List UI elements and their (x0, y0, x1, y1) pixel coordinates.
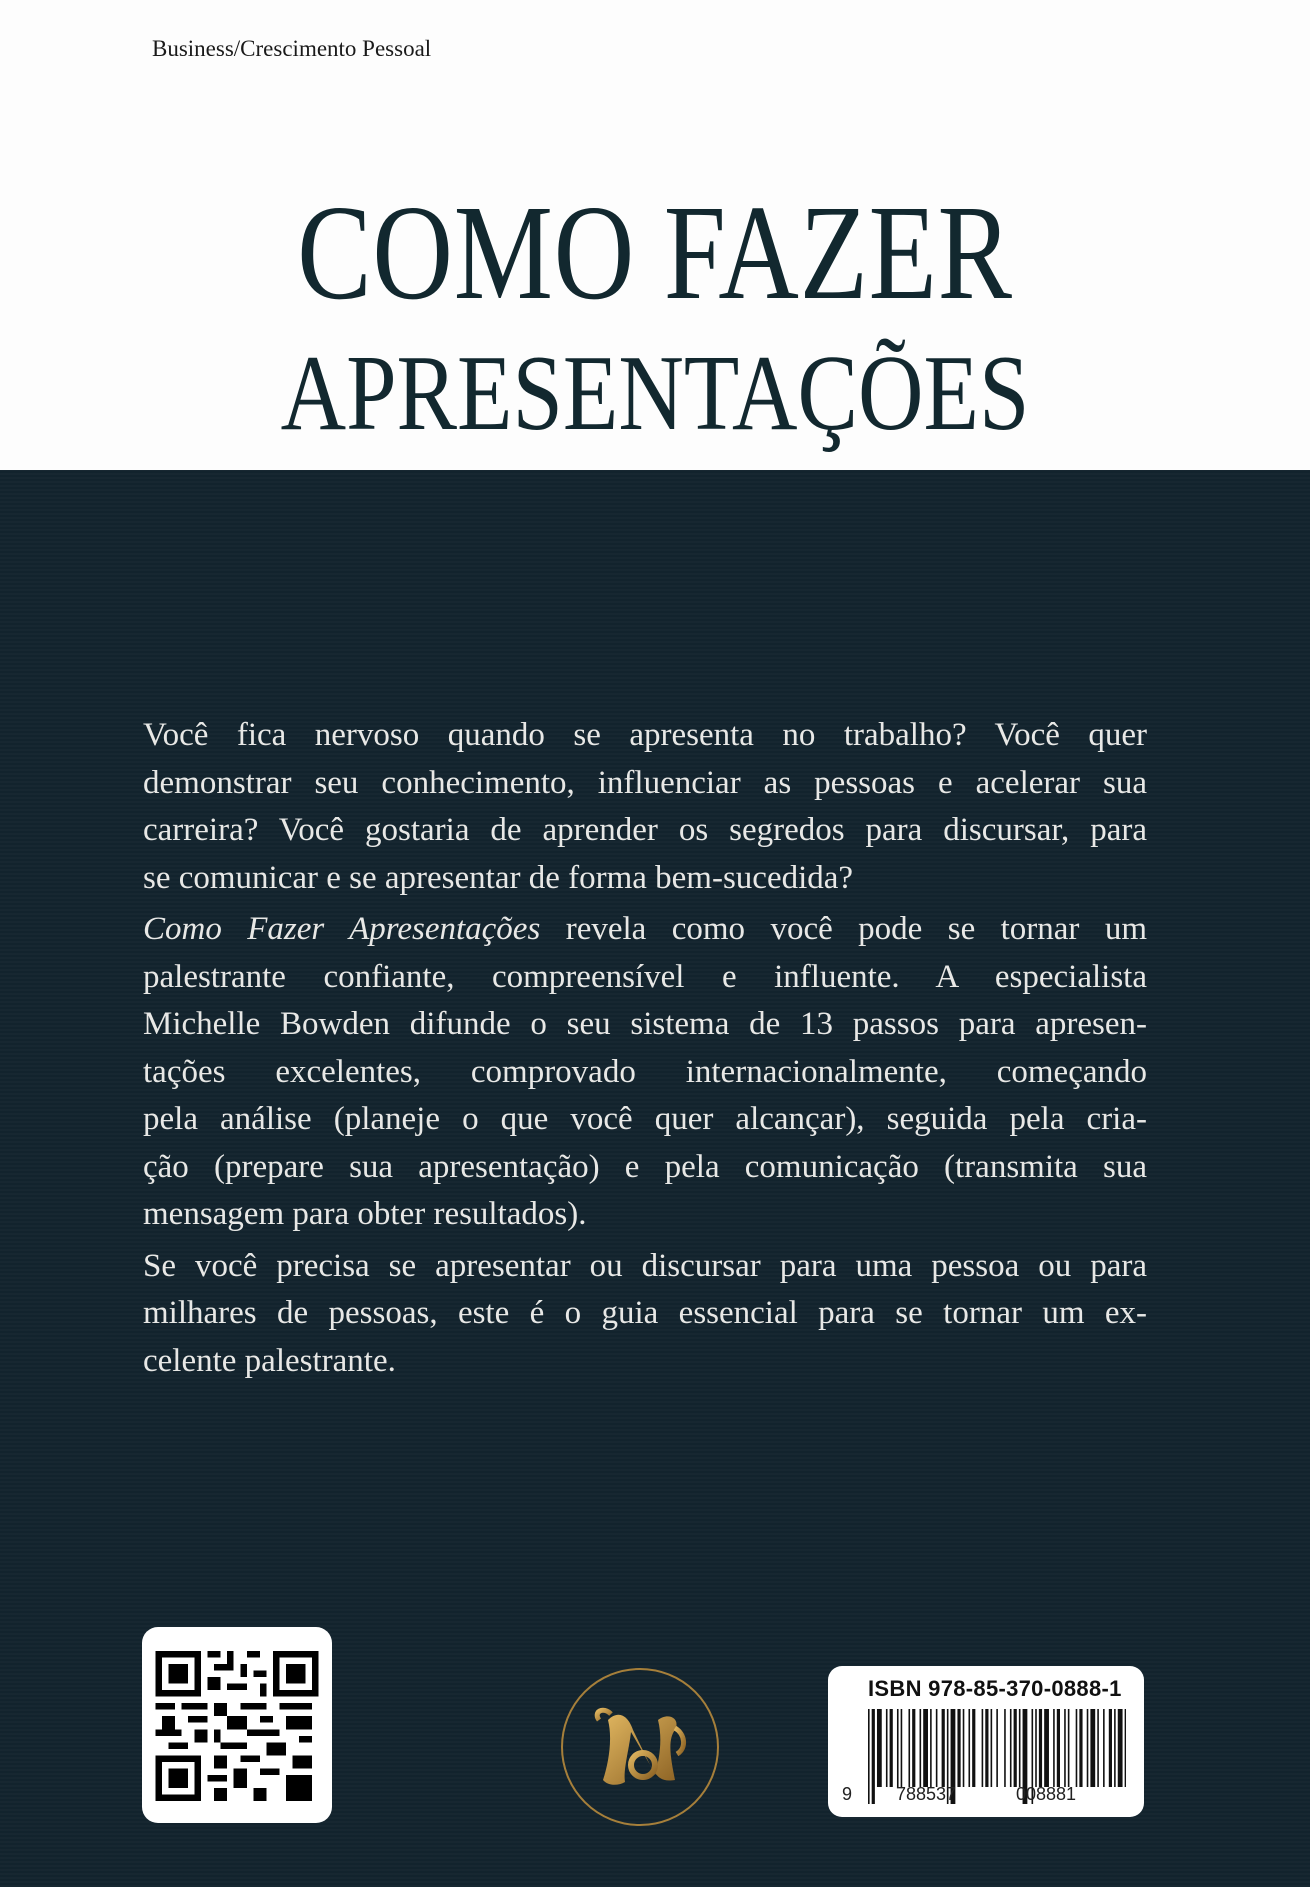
barcode-bar (1014, 1709, 1017, 1787)
text-line: carreira? Você gostaria de aprender os segredos para discursar, para (143, 812, 1147, 848)
barcode-bar (1097, 1709, 1099, 1787)
barcode-digit-group: 788537 (896, 1784, 957, 1804)
title-line-2: APRESENTAÇÕES (280, 334, 1030, 453)
book-title-italic: Como Fazer Apresentações (143, 911, 541, 947)
barcode-bar (872, 1709, 875, 1804)
barcode-bar (1087, 1709, 1089, 1787)
isbn-barcode (828, 1666, 1144, 1817)
barcode-bar (942, 1709, 945, 1787)
barcode-bar (920, 1709, 922, 1787)
ornamental-n-monogram-icon (563, 1670, 717, 1824)
barcode-bar (1064, 1709, 1066, 1787)
blurb-paragraph-2 (143, 906, 1147, 1239)
category-label: Business/Crescimento Pessoal (152, 36, 432, 61)
barcode-bar (901, 1709, 903, 1787)
barcode-bar (1039, 1709, 1042, 1787)
publisher-logo (561, 1668, 719, 1826)
barcode-bar (886, 1709, 888, 1787)
barcode-bar (996, 1709, 998, 1787)
barcode-bar (936, 1709, 938, 1787)
barcode-bar (1044, 1709, 1049, 1787)
text-fragment: revela como você pode se tornar um (540, 911, 1148, 947)
barcode-bar (868, 1709, 870, 1804)
text-line: pela análise (planeje o que você quer alcançar), seguida pela cria- (143, 1101, 1147, 1137)
text-line: Michelle Bowden difunde o seu sistema de 13 passos para apresen- (143, 1006, 1147, 1042)
text-line: Se você precisa se apresentar ou discursar para uma pessoa ou para (143, 1247, 1147, 1284)
isbn-text: ISBN 978-85-370-0888-1 (868, 1676, 1122, 1701)
barcode-bar (1125, 1709, 1126, 1787)
qr-code-icon (155, 1651, 319, 1801)
barcode-bar (968, 1709, 970, 1787)
barcode-digit: 9 (842, 1784, 853, 1804)
barcode-bar (972, 1709, 975, 1787)
text-line (143, 906, 1147, 954)
barcode-bar (923, 1709, 928, 1787)
barcode-bar (957, 1709, 960, 1787)
barcode-bar (1079, 1709, 1082, 1787)
barcode-bar (1109, 1709, 1112, 1787)
barcode-bar (991, 1709, 993, 1787)
barcode-bar (1118, 1709, 1123, 1787)
text-line: demonstrar seu conhecimento, influenciar as pessoas e acelerar sua (143, 764, 1147, 801)
cover-top-section (0, 0, 1310, 470)
barcode-bar (1076, 1709, 1078, 1787)
text-line: milhares de pessoas, este é o guia essencial para se tornar um ex- (143, 1295, 1147, 1331)
barcode-bar (908, 1709, 910, 1787)
barcode-bar (930, 1709, 932, 1787)
barcode-bar (890, 1709, 893, 1787)
text-line: tações excelentes, comprovado internacionalmente, começando (143, 1053, 1147, 1090)
blurb-paragraph-1 (143, 712, 1147, 902)
barcode-bar (1090, 1709, 1095, 1787)
barcode-bar (1068, 1709, 1070, 1787)
text-line: mensagem para obter resultados). (143, 1196, 587, 1232)
barcode-bar (1057, 1709, 1060, 1787)
qr-code[interactable] (142, 1627, 332, 1823)
barcode-bar (1114, 1709, 1116, 1787)
text-line: palestrante confiante, compreensível e influente. A especialista (143, 958, 1147, 995)
barcode-bar (912, 1709, 915, 1787)
blurb-paragraph-3 (143, 1243, 1147, 1386)
barcode-bar (1103, 1709, 1105, 1787)
barcode-bar (982, 1709, 984, 1787)
blurb (143, 712, 1147, 1389)
barcode-digit-group: 008881 (1016, 1784, 1077, 1804)
barcode-bar (1053, 1709, 1055, 1787)
barcode-bar (1010, 1709, 1012, 1787)
text-line: ção (prepare sua apresentação) e pela comunicação (transmita sua (143, 1148, 1147, 1185)
text-line: se comunicar e se apresentar de forma bem-sucedida? (143, 859, 854, 896)
barcode-bar (985, 1709, 988, 1787)
text-line: celente palestrante. (143, 1342, 396, 1379)
barcode-bar (1004, 1709, 1006, 1787)
barcode-bar (897, 1709, 899, 1787)
barcode-bar (963, 1709, 965, 1787)
barcode-bar (877, 1709, 882, 1787)
barcode-bar (1035, 1709, 1037, 1787)
title-line-1: COMO FAZER (297, 178, 1013, 328)
text-line: Você fica nervoso quando se apresenta no trabalho? Você quer (143, 717, 1147, 753)
barcode-bar (1019, 1709, 1021, 1787)
